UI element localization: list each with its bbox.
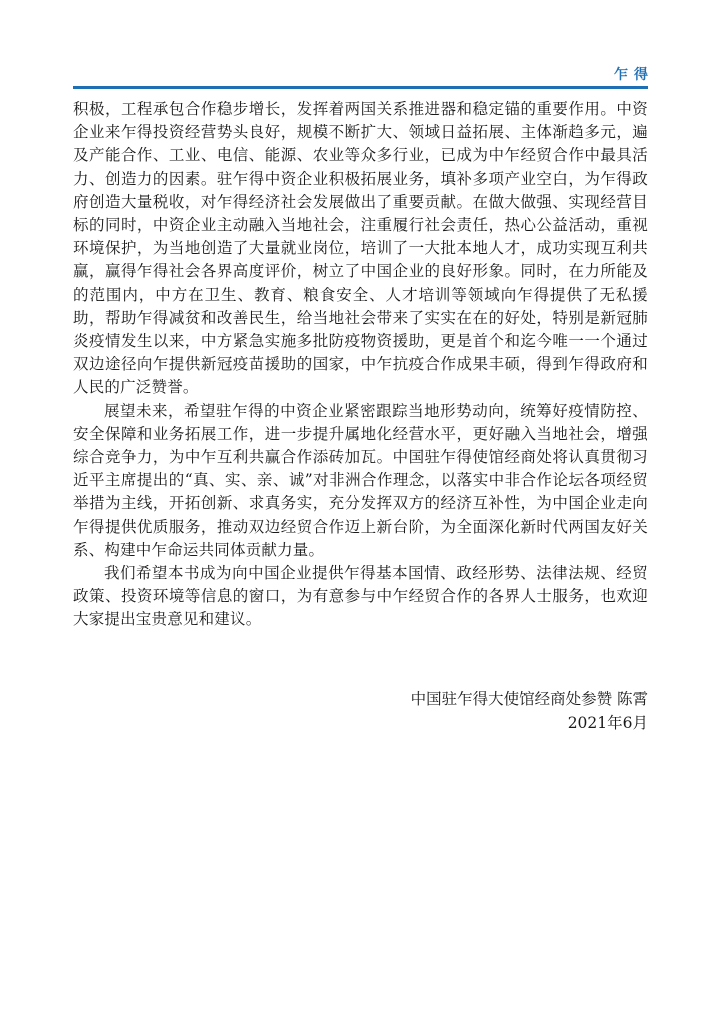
signature-author: 中国驻乍得大使馆经商处参赞 陈霄 [410,690,648,708]
paragraph-purpose: 我们希望本书成为向中国企业提供乍得基本国情、政经形势、法律法规、经贸政策、投资环境等信息的窗口，为有意参与中乍经贸合作的各界人士服务，也欢迎大家提出宝贵意见和建议。 [73,564,648,629]
page-header [73,62,654,88]
header-rule [73,86,648,89]
signature-date: 2021年6月 [567,713,648,732]
paragraph-outlook: 展望未来，希望驻乍得的中资企业紧密跟踪当地形势动向，统筹好疫情防控、安全保障和业务拓展工作，进一步提升属地化经营水平，更好融入当地社会，增强综合竞争力，为中乍互利共赢合作添砖加瓦。中国驻乍得使馆经商处将认真贯彻习近平主席提出的“真、实、亲、诚”对非洲合作理念，以落实中非合作论坛各项经贸举措为主线，开拓创新、求真务实，充分发挥双方的经济互补性，为中国企业走向乍得提供优质服务，推动双边经贸合作迈上新台阶，为全面深化新时代两国友好关系、构建中乍命运共同体贡献力量。 [73,401,648,559]
running-header-title: 乍得 [614,67,654,83]
body-text [73,98,648,632]
signature-block [411,688,648,735]
paragraph-continued: 积极，工程承包合作稳步增长，发挥着两国关系推进器和稳定锚的重要作用。中资企业来乍得投资经营势头良好，规模不断扩大、领域日益拓展、主体渐趋多元，遍及产能合作、工业、电信、能源、农业等众多行业，已成为中乍经贸合作中最具活力、创造力的因素。驻乍得中资企业积极拓展业务，填补多项产业空白，为乍得政府创造大量税收，对乍得经济社会发展做出了重要贡献。在做大做强、实现经营目标的同时，中资企业主动融入当地社会，注重履行社会责任，热心公益活动，重视环境保护，为当地创造了大量就业岗位，培训了一大批本地人才，成功实现互利共赢，赢得乍得社会各界高度评价，树立了中国企业的良好形象。同时，在力所能及的范围内，中方在卫生、教育、粮食安全、人才培训等领域向乍得提供了无私援助，帮助乍得减贫和改善民生，给当地社会带来了实实在在的好处，特别是新冠肺炎疫情发生以来，中方紧急实施多批防疫物资援助，更是首个和迄今唯一一个通过双边途径向乍提供新冠疫苗援助的国家，中乍抗疫合作成果丰硕，得到乍得政府和人民的广泛赞誉。 [73,100,648,397]
